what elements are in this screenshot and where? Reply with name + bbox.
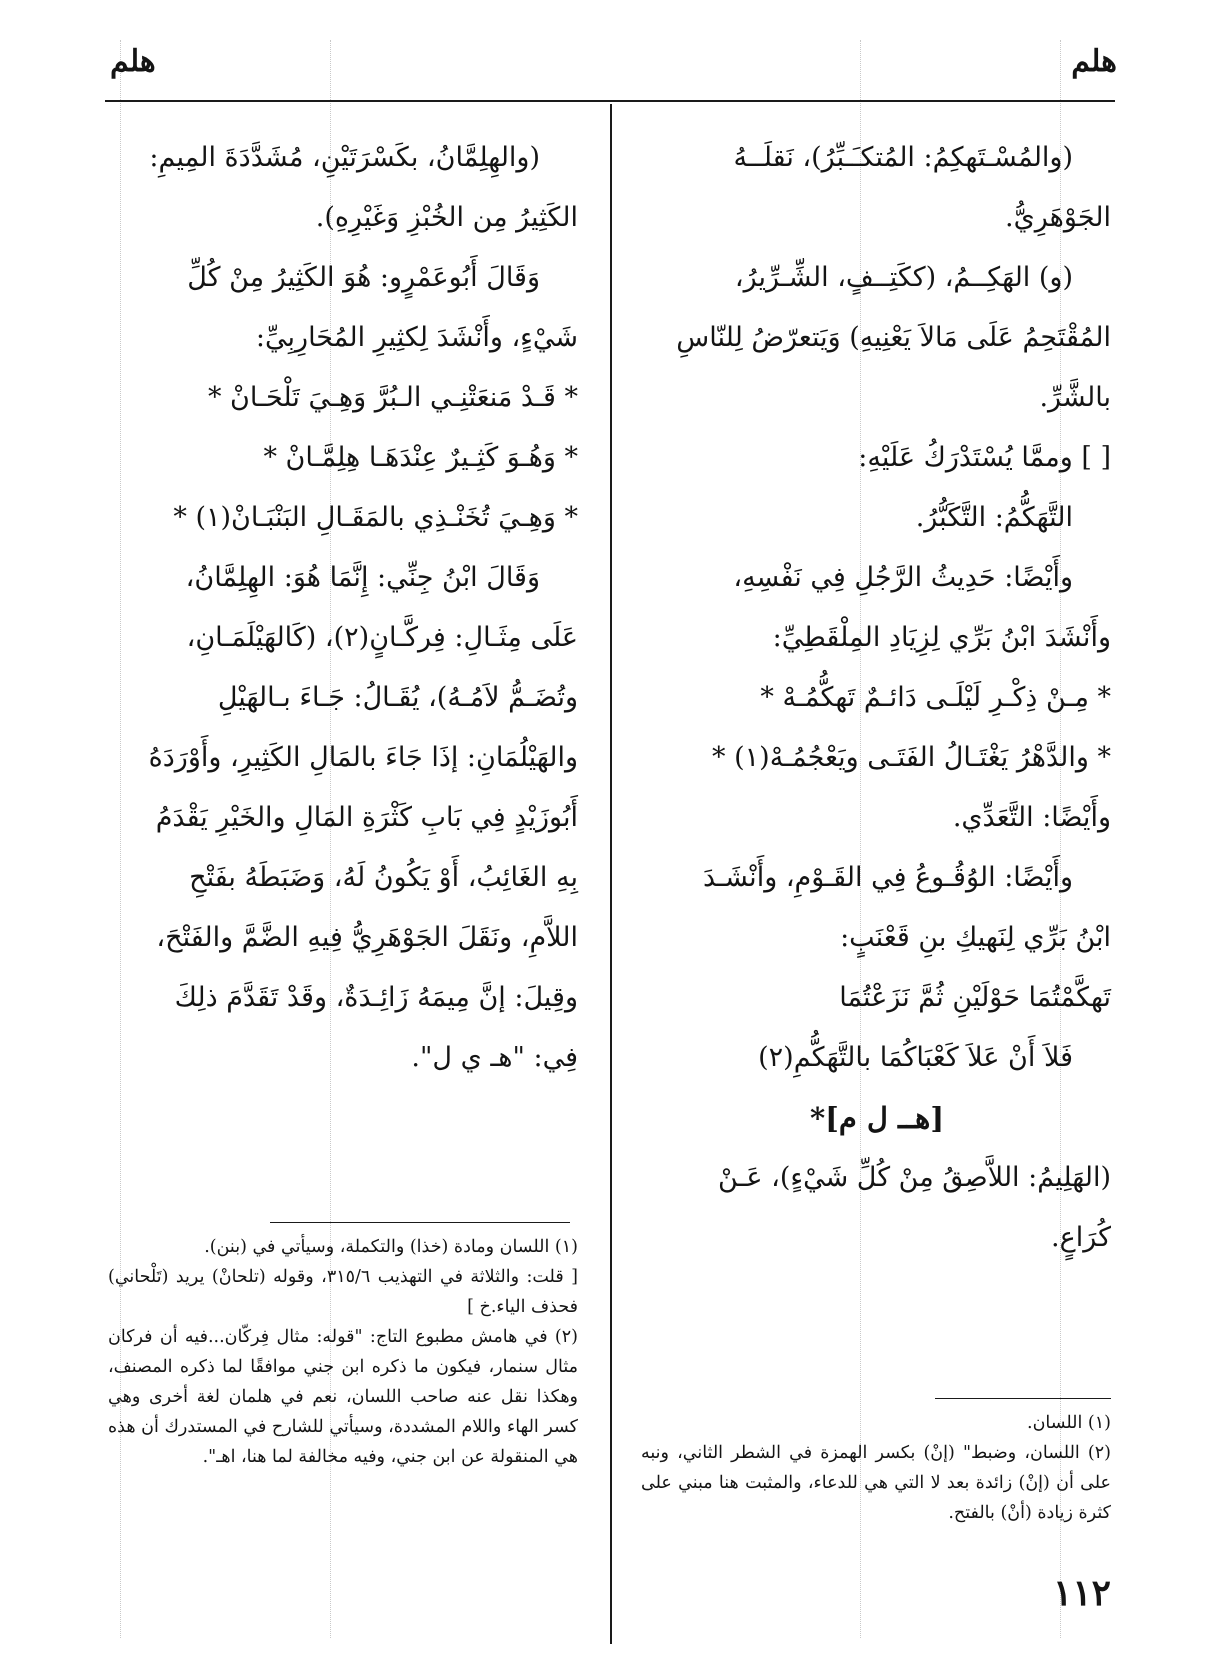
entry-line: وَقَالَ أَبُوعَمْرٍو: هُوَ الكَثِيرُ مِنْ كُلِّ: [187, 262, 540, 293]
verse-line: * مِـنْ ذِكْـرِ لَيْلَـى دَائـمٌ تَهكُّمُـهْ *: [760, 682, 1111, 713]
entry-line: (و) الهَكِــمُ، (ككَتِــفٍ، الشِّـرِّيرُ،: [734, 262, 1073, 293]
entry-line: (الهَلِيمُ: اللاَّصِقُ مِنْ كُلِّ شَيْءٍ)، عَـنْ: [717, 1162, 1111, 1193]
section-heading: [هــ ل م]*: [809, 1101, 945, 1135]
entry-line: عَلَى مِثَـالِ: فِركَّـانٍ(٢)، (كَالهَيْلَمَـانِ،: [186, 622, 578, 653]
entry-line: [ ] وممَّا يُسْتَدْرَكُ عَلَيْهِ:: [858, 442, 1111, 473]
entry-line: وأَيْضًا: الوُقُـوعُ فِي القَـوْمِ، وأَنْشَـدَ: [703, 862, 1073, 893]
entry-line: وقِيلَ: إنَّ مِيمَهُ زَائِـدَةٌ، وقَدْ تَقَدَّمَ ذلِكَ: [174, 982, 578, 1013]
left-footnotes: [108, 1232, 578, 1472]
running-header-left: هلم: [110, 44, 156, 79]
right-footnotes: [641, 1408, 1111, 1528]
entry-line: المُقْتَحِمُ عَلَى مَالاَ يَعْنِيهِ) وَيَتعرّضُ لِلنّاسِ: [676, 322, 1111, 353]
entry-line: وَقَالَ ابْنُ جِنِّي: إِنَّمَا هُوَ: الهِلِمَّانُ،: [185, 562, 540, 593]
left-column: [108, 128, 578, 1088]
entry-line: الكَثِيرُ مِن الخُبْزِ وَغَيْرِهِ).: [315, 202, 578, 233]
verse-line: * قَـدْ مَنعَتْنِـي الـبُرَّ وَهِـيَ تَلْحَـانْ *: [207, 382, 578, 413]
footnote: (١) اللسان ومادة (خذا) والتكملة، وسيأتي في (بنن).: [204, 1237, 578, 1257]
running-header-right: هلم: [1071, 44, 1117, 79]
footnote: (٢) في هامش مطبوع التاج: "قوله: مثال فِركّان...فيه أن فركان مثال سنمار، فيكون ما ذكره ابن جني موافقًا لما ذكره المصنف، وهكذا نقل عنه صاحب اللسان، نعم في هلمان لغة أخرى وهي كسر الهاء واللام المشددة، وسيأتي للشارح في المستدرك أن هذه هي المنقولة عن ابن جني، وفيه مخالفة لما هنا، اهـ".: [108, 1327, 578, 1467]
entry-line: الجَوْهَرِيُّ.: [1005, 202, 1111, 233]
entry-line: (والهِلِمَّانُ، بكَسْرَتَيْنِ، مُشَدَّدَةَ المِيمِ:: [149, 142, 540, 173]
footnote-rule: [935, 1398, 1111, 1399]
entry-line: وأَنْشَدَ ابْنُ بَرِّي لِزِيَادِ المِلْقَطِيِّ:: [772, 622, 1111, 653]
entry-line: والهَيْلُمَانِ: إذَا جَاءَ بالمَالِ الكَثِيرِ، وأَوْرَدَهُ: [148, 742, 578, 773]
column-divider: [610, 104, 612, 1644]
entry-line: وأَيْضًا: حَدِيثُ الرَّجُلِ فِي نَفْسِهِ،: [733, 562, 1073, 593]
entry-line: فِي: "هـ ي ل".: [411, 1042, 578, 1073]
verse-line: فَلاَ أَنْ عَلاَ كَعْبَاكُمَا بالتَّهَكُّمِ(٢): [758, 1042, 1073, 1073]
entry-line: شَيْءٍ، وأَنْشَدَ لِكثِيرِ المُحَارِبِيِّ:: [255, 322, 578, 353]
entry-line: كُرَاعٍ.: [1051, 1222, 1111, 1253]
entry-line: التَّهَكُّمُ: التَّكَبُّرُ.: [915, 502, 1073, 533]
verse-line: * وَهُـوَ كَثِـيرٌ عِنْدَهَـا هِلِمَّـانْ *: [263, 442, 578, 473]
footnote: [ قلت: والثلاثة في التهذيب ٣١٥/٦، وقوله (تلحانْ) يريد (تَلْحاني) فحذف الياء.خ ]: [108, 1267, 578, 1317]
page-number: ١١٢: [1052, 1572, 1111, 1614]
verse-line: * والدَّهْرُ يَغْتَـالُ الفَتَـى ويَعْجُمُـهْ(١) *: [712, 742, 1111, 773]
verse-line: تَهكَّمْتُمَا حَوْلَيْنِ ثُمَّ نَزَعْتُمَا: [839, 982, 1111, 1013]
entry-line: ابْنُ بَرِّي لِنَهيكِ بنِ قَعْنَبٍ:: [840, 922, 1111, 953]
right-column: [643, 128, 1111, 1268]
footnote: (١) اللسان.: [1027, 1413, 1111, 1433]
entry-line: (والمُسْـتَهكِمُ: المُتكـَـبِّرُ)، نَقلَــهُ: [733, 142, 1073, 173]
header-rule: [105, 100, 1115, 102]
entry-line: اللاَّمِ، ونَقَلَ الجَوْهَرِيُّ فِيهِ الضَّمَّ والفَتْحَ،: [156, 922, 578, 953]
entry-line: بِهِ الغَائِبُ، أَوْ يَكُونُ لَهُ، وَضَبَطَهُ بفَتْحِ: [189, 862, 578, 893]
entry-line: أَبُوزَيْدٍ فِي بَابِ كَثْرَةِ المَالِ والخَيْرِ يَقْدَمُ: [155, 802, 578, 833]
entry-line: وتُضَـمُّ لاَمُـهُ)، يُقَـالُ: جَـاءَ بـالهَيْلِ: [217, 682, 578, 713]
footnote: (٢) اللسان، وضبط" (إنْ) بكسر الهمزة في الشطر الثاني، ونبه على أن (إنْ) زائدة بعد لا التي هي للدعاء، والمثبت هنا مبني على كثرة زيادة (أنْ) بالفتح.: [641, 1443, 1111, 1523]
entry-line: بالشَّرِّ.: [1039, 382, 1111, 413]
verse-line: * وَهِـيَ تُخَنْـذِي بالمَقَـالِ البَنْبَـانْ(١) *: [173, 502, 578, 533]
footnote-rule: [270, 1222, 570, 1223]
entry-line: وأَيْضًا: التَّعَدِّي.: [952, 802, 1111, 833]
